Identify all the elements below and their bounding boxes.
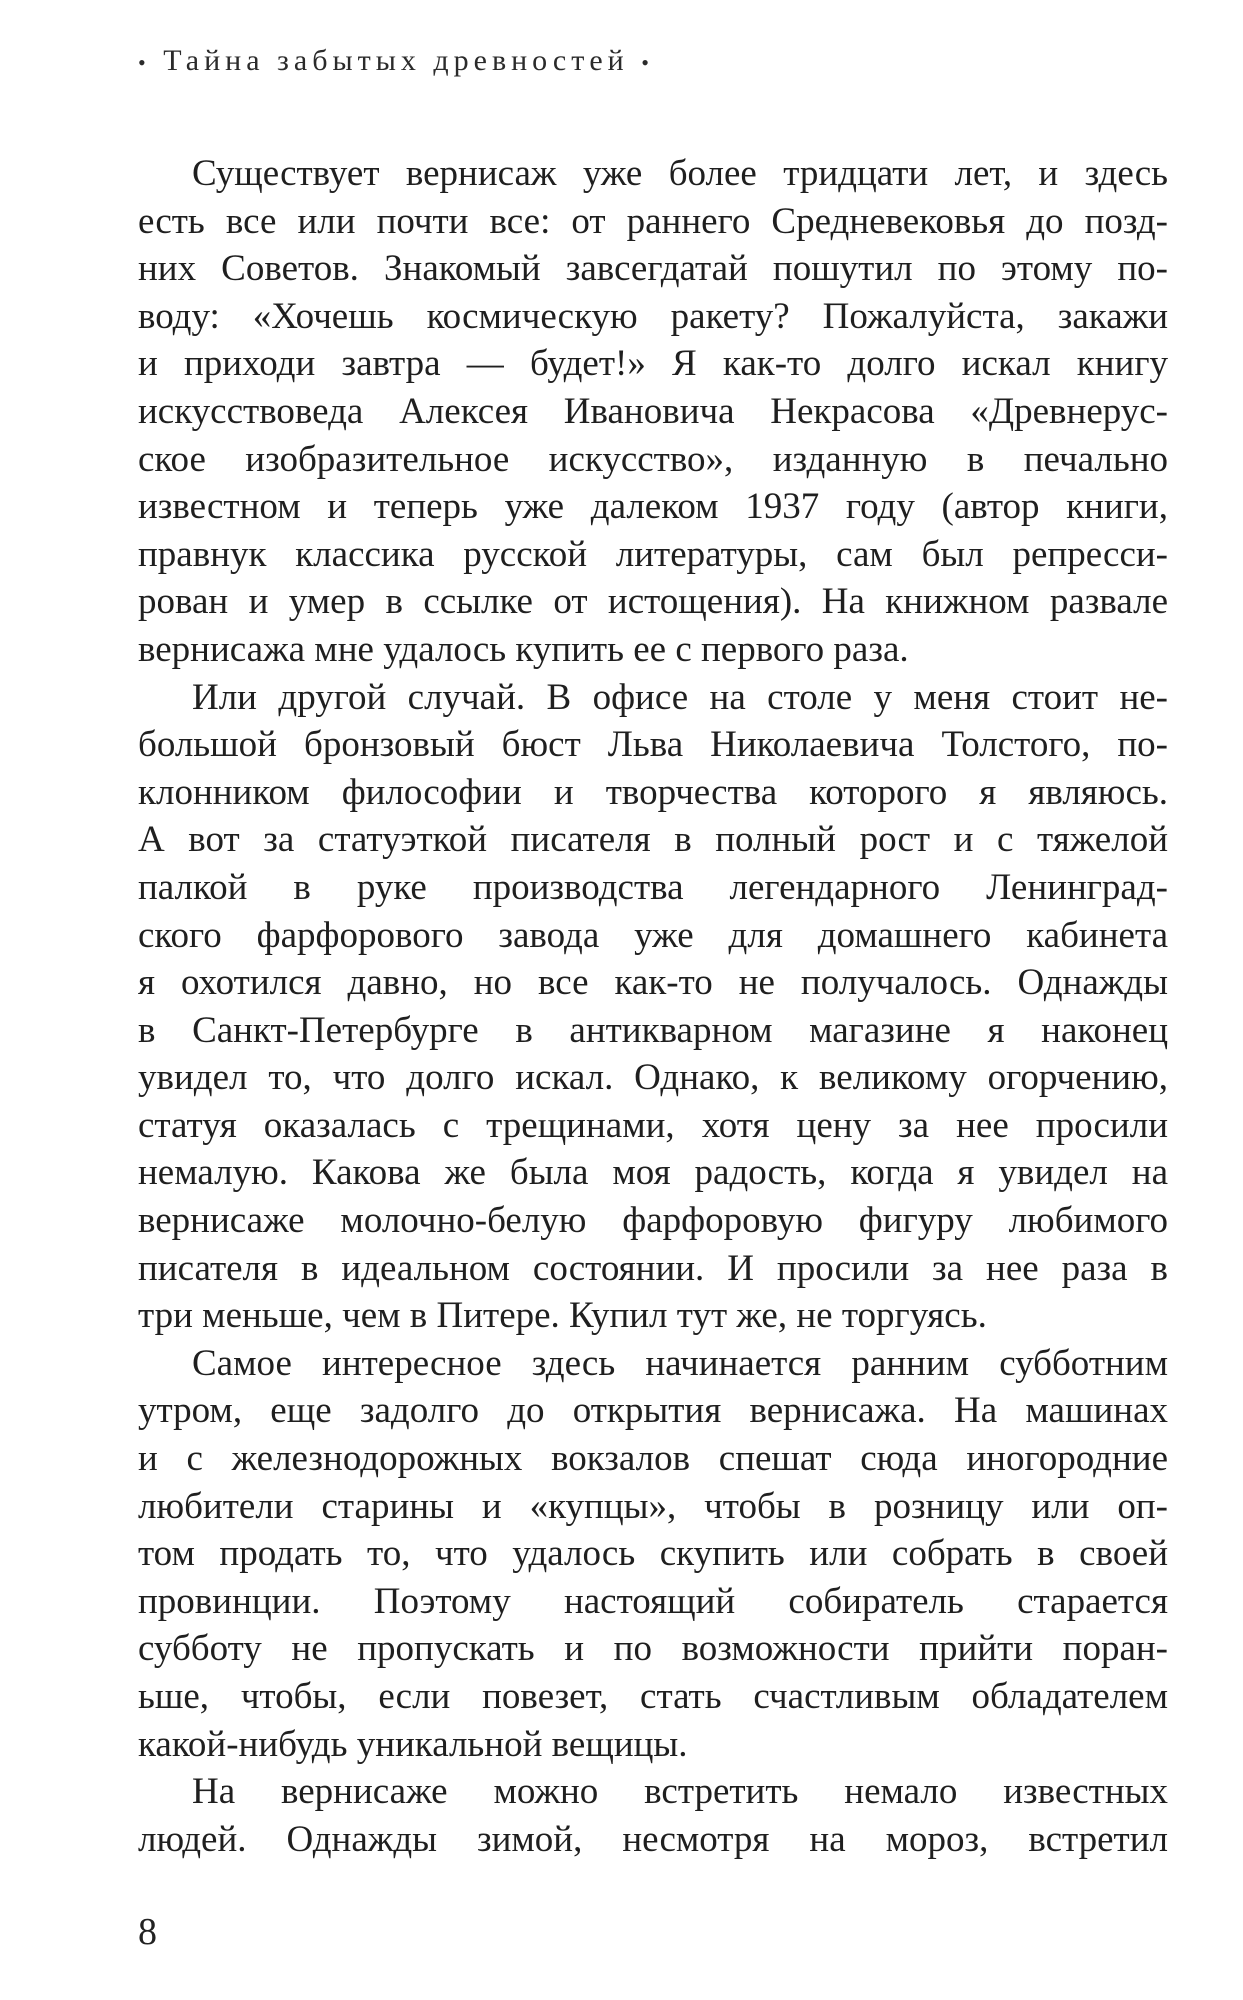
running-head xyxy=(138,44,698,78)
text-line: ьше, чтобы, если повезет, стать счастливым обладателем xyxy=(138,1676,1168,1717)
text-line: есть все или почти все: от раннего Средневековья до позд- xyxy=(138,200,1168,242)
text-line: Существует вернисаж уже более тридцати лет, и здесь xyxy=(192,153,1168,194)
text-line: Или другой случай. В офисе на столе у меня стоит не- xyxy=(192,676,1168,718)
text-line: воду: «Хочешь космическую ракету? Пожалуйста, закажи xyxy=(138,295,1168,337)
text-line: субботу не пропускать и по возможности прийти поран- xyxy=(138,1628,1168,1670)
text-line: в Санкт-Петербурге в антикварном магазине я наконец xyxy=(138,1009,1168,1051)
text-line: клонником философии и творчества которого я являюсь. xyxy=(138,771,1168,813)
text-line: писателя в идеальном состоянии. И просили за нее раза в xyxy=(138,1247,1168,1289)
text-line: вернисажа мне удалось купить ее с первого раза. xyxy=(138,628,909,670)
text-line: том продать то, что удалось скупить или собрать в своей xyxy=(138,1533,1168,1575)
text-line: ское изобразительное искусство», изданную в печально xyxy=(138,438,1168,480)
text-line: правнук классика русской литературы, сам был репресси- xyxy=(138,533,1168,575)
text-line: Самое интересное здесь начинается ранним субботним xyxy=(192,1342,1168,1384)
running-head-title: Тайна забытых древностей xyxy=(163,44,629,77)
text-line: утром, еще задолго до открытия вернисажа. На машинах xyxy=(138,1390,1168,1432)
text-line: я охотился давно, но все как-то не получалось. Однажды xyxy=(138,962,1168,1004)
page-number: 8 xyxy=(138,1911,157,1953)
body-text xyxy=(138,150,1168,1863)
text-line: увидел то, что долго искал. Однако, к великому огорчению, xyxy=(138,1057,1168,1099)
text-line: любители старины и «купцы», чтобы в розницу или оп- xyxy=(138,1485,1168,1527)
text-line: вернисаже молочно-белую фарфоровую фигуру любимого xyxy=(138,1200,1168,1242)
running-head-bullet-left: • xyxy=(138,50,151,76)
text-line: и с железнодорожных вокзалов спешат сюда иногородние xyxy=(138,1438,1168,1480)
text-line: На вернисаже можно встретить немало известных xyxy=(192,1771,1168,1813)
text-line: три меньше, чем в Питере. Купил тут же, не торгуясь. xyxy=(138,1295,987,1337)
text-line: статуя оказалась с трещинами, хотя цену за нее просили xyxy=(138,1104,1168,1146)
text-line: ского фарфорового завода уже для домашнего кабинета xyxy=(138,914,1168,956)
text-line: палкой в руке производства легендарного Ленинград- xyxy=(138,866,1168,908)
text-line: искусствоведа Алексея Ивановича Некрасова «Древнерус- xyxy=(138,390,1168,432)
text-line: рован и умер в ссылке от истощения). На книжном развале xyxy=(138,581,1168,623)
running-head-bullet-right: • xyxy=(641,50,654,76)
text-line: известном и теперь уже далеком 1937 году (автор книги, xyxy=(138,486,1168,528)
text-line: большой бронзовый бюст Льва Николаевича Толстого, по- xyxy=(138,724,1168,766)
text-line: них Советов. Знакомый завсегдатай пошутил по этому по- xyxy=(138,248,1168,290)
text-line: А вот за статуэткой писателя в полный рост и с тяжелой xyxy=(138,819,1168,861)
text-line: провинции. Поэтому настоящий собиратель старается xyxy=(138,1580,1168,1622)
text-line: какой-нибудь уникальной вещицы. xyxy=(138,1723,688,1765)
text-line: людей. Однажды зимой, несмотря на мороз, встретил xyxy=(138,1818,1168,1860)
text-line: немалую. Какова же была моя радость, когда я увидел на xyxy=(138,1152,1168,1194)
text-line: и приходи завтра — будет!» Я как-то долго искал книгу xyxy=(138,343,1168,385)
